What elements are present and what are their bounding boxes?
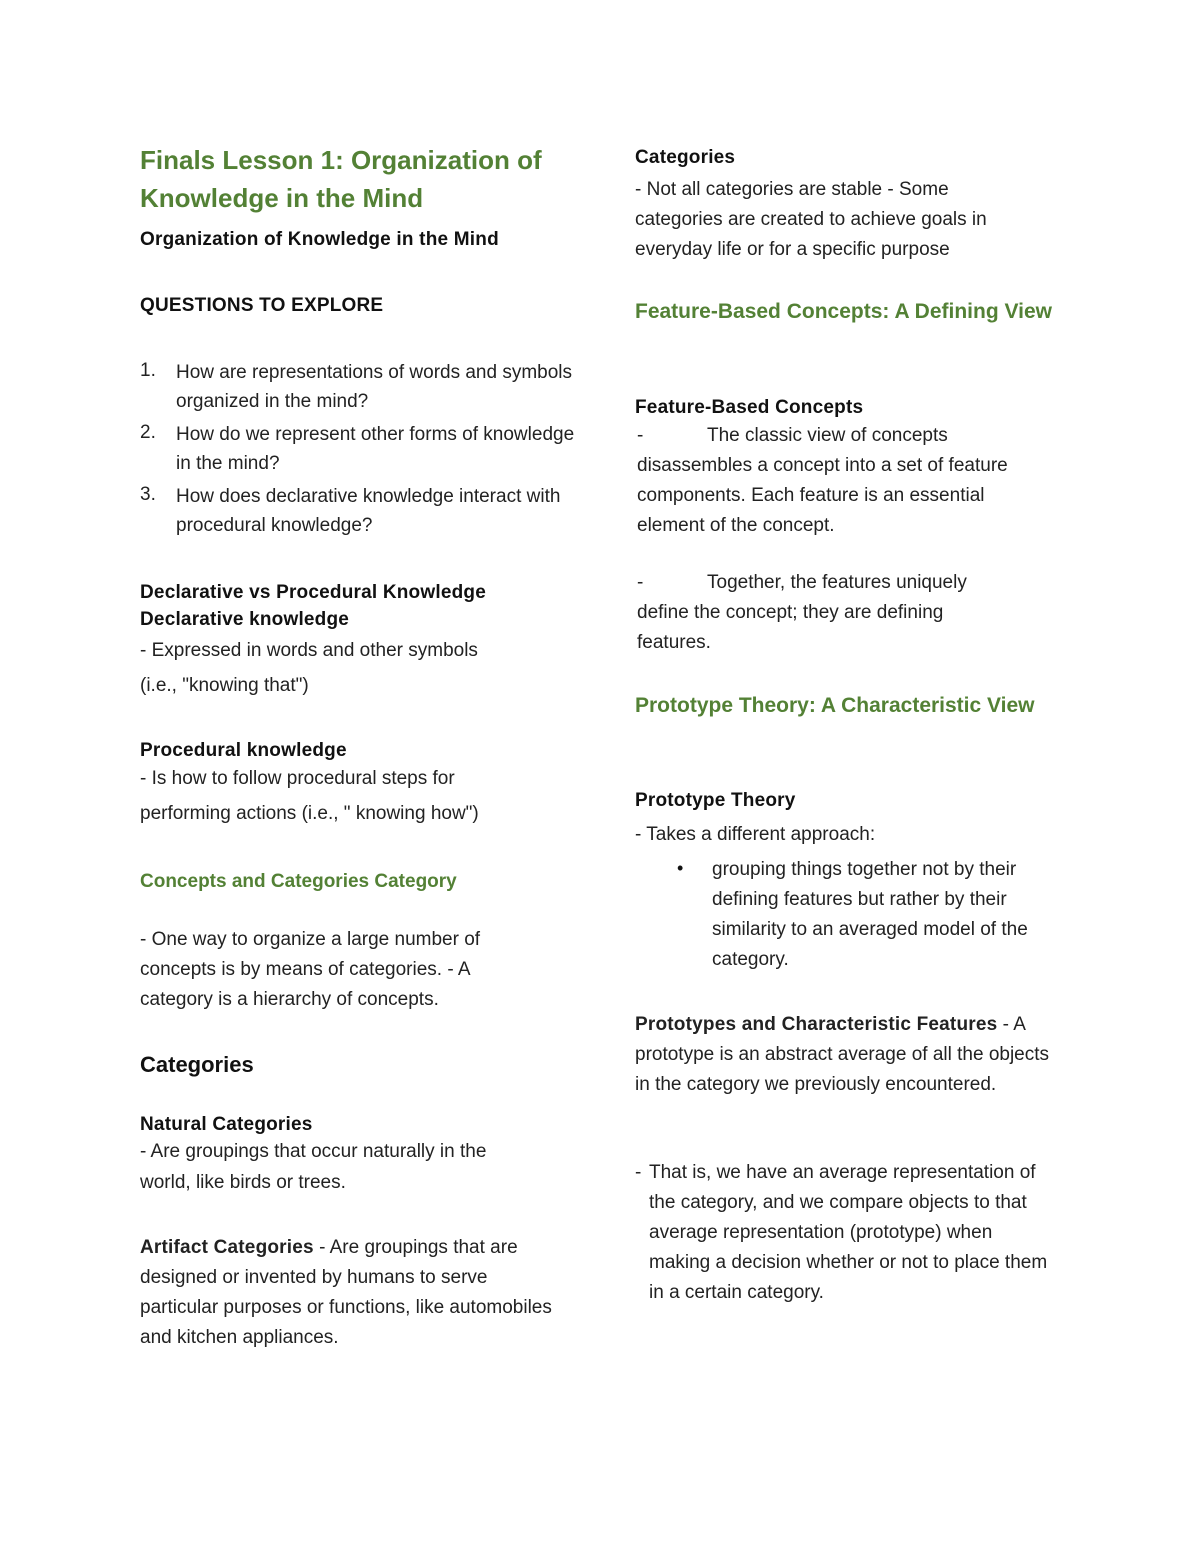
list-number: 1.	[140, 360, 156, 381]
natural-line-1: - Are groupings that occur naturally in the	[140, 1141, 487, 1162]
categories-heading: Categories	[140, 1052, 254, 1077]
procedural-heading: Procedural knowledge	[140, 740, 347, 761]
artifact-paragraph	[140, 1233, 555, 1353]
list-number: 2.	[140, 422, 156, 443]
decl-vs-proc-heading: Declarative vs Procedural Knowledge	[140, 582, 486, 603]
declarative-heading: Declarative knowledge	[140, 609, 350, 630]
artifact-heading: Artifact Categories	[140, 1237, 314, 1258]
prototypes-char-text: A prototype is an abstract average of all the objects in the category we previously encountered.	[635, 1014, 1050, 1095]
document-title: Finals Lesson 1: Organization of Knowledge in the Mind	[140, 145, 542, 213]
feature-paragraph-1	[635, 421, 1065, 551]
concepts-text: - One way to organize a large number of concepts is by means of categories. - A category is a hierarchy of concepts.	[140, 929, 481, 1010]
feature-paragraph-1-text: The classic view of concepts disassembles a concept into a set of feature components. Each feature is an essential element of the concept.	[637, 425, 1008, 536]
feature-heading: Feature-Based Concepts	[635, 397, 864, 418]
declarative-line-1: - Expressed in words and other symbols	[140, 640, 478, 661]
procedural-line-2: performing actions (i.e., " knowing how")	[140, 803, 479, 824]
prototype-bullet	[635, 855, 1065, 980]
dash-marker: -	[635, 1162, 642, 1183]
feature-section-heading: Feature-Based Concepts: A Defining View	[635, 300, 1052, 323]
right-categories-heading: Categories	[635, 147, 736, 168]
feature-paragraph-2	[635, 568, 1065, 668]
dash-marker: -	[637, 572, 644, 593]
prototypes-char-dash: -	[997, 1014, 1009, 1035]
list-number: 3.	[140, 484, 156, 505]
list-item-text: How are representations of words and symbols organized in the mind?	[176, 362, 573, 412]
prototype-bullet-text: grouping things together not by their defining features but rather by their similarity to an averaged model of the category.	[712, 859, 1028, 970]
artifact-text: - Are groupings that are designed or invented by humans to serve particular purposes or functions, like automobiles and kitchen appliances.	[140, 1237, 552, 1348]
dash-marker: -	[637, 425, 644, 446]
list-item-text: How does declarative knowledge interact with procedural knowledge?	[176, 486, 561, 536]
natural-line-2: world, like birds or trees.	[140, 1172, 346, 1193]
that-is-text: That is, we have an average representation of the category, and we compare objects to that average representation (prototype) when making a decision whether or not to place them in a certain category.	[649, 1162, 1048, 1303]
procedural-line-1: - Is how to follow procedural steps for	[140, 768, 455, 789]
declarative-line-2: (i.e., "knowing that")	[140, 675, 309, 696]
prototypes-char-heading: Prototypes and Characteristic Features	[635, 1014, 998, 1035]
subtitle: Organization of Knowledge in the Mind	[140, 229, 499, 250]
right-categories-text: - Not all categories are stable - Some categories are created to achieve goals in everyday life or for a specific purpose	[635, 179, 987, 260]
concepts-heading: Concepts and Categories Category	[140, 871, 457, 892]
bullet-icon: •	[677, 858, 684, 878]
prototype-section-heading: Prototype Theory: A Characteristic View	[635, 694, 1035, 717]
prototype-heading: Prototype Theory	[635, 790, 796, 811]
questions-list	[140, 358, 575, 558]
prototype-text: - Takes a different approach:	[635, 824, 876, 845]
natural-heading: Natural Categories	[140, 1114, 313, 1135]
questions-heading: QUESTIONS TO EXPLORE	[140, 295, 384, 316]
prototypes-char-paragraph	[635, 1010, 1055, 1100]
feature-paragraph-2-text: Together, the features uniquely define the concept; they are defining features.	[637, 572, 967, 653]
that-is-paragraph	[635, 1158, 1065, 1348]
list-item-text: How do we represent other forms of knowledge in the mind?	[176, 424, 575, 474]
